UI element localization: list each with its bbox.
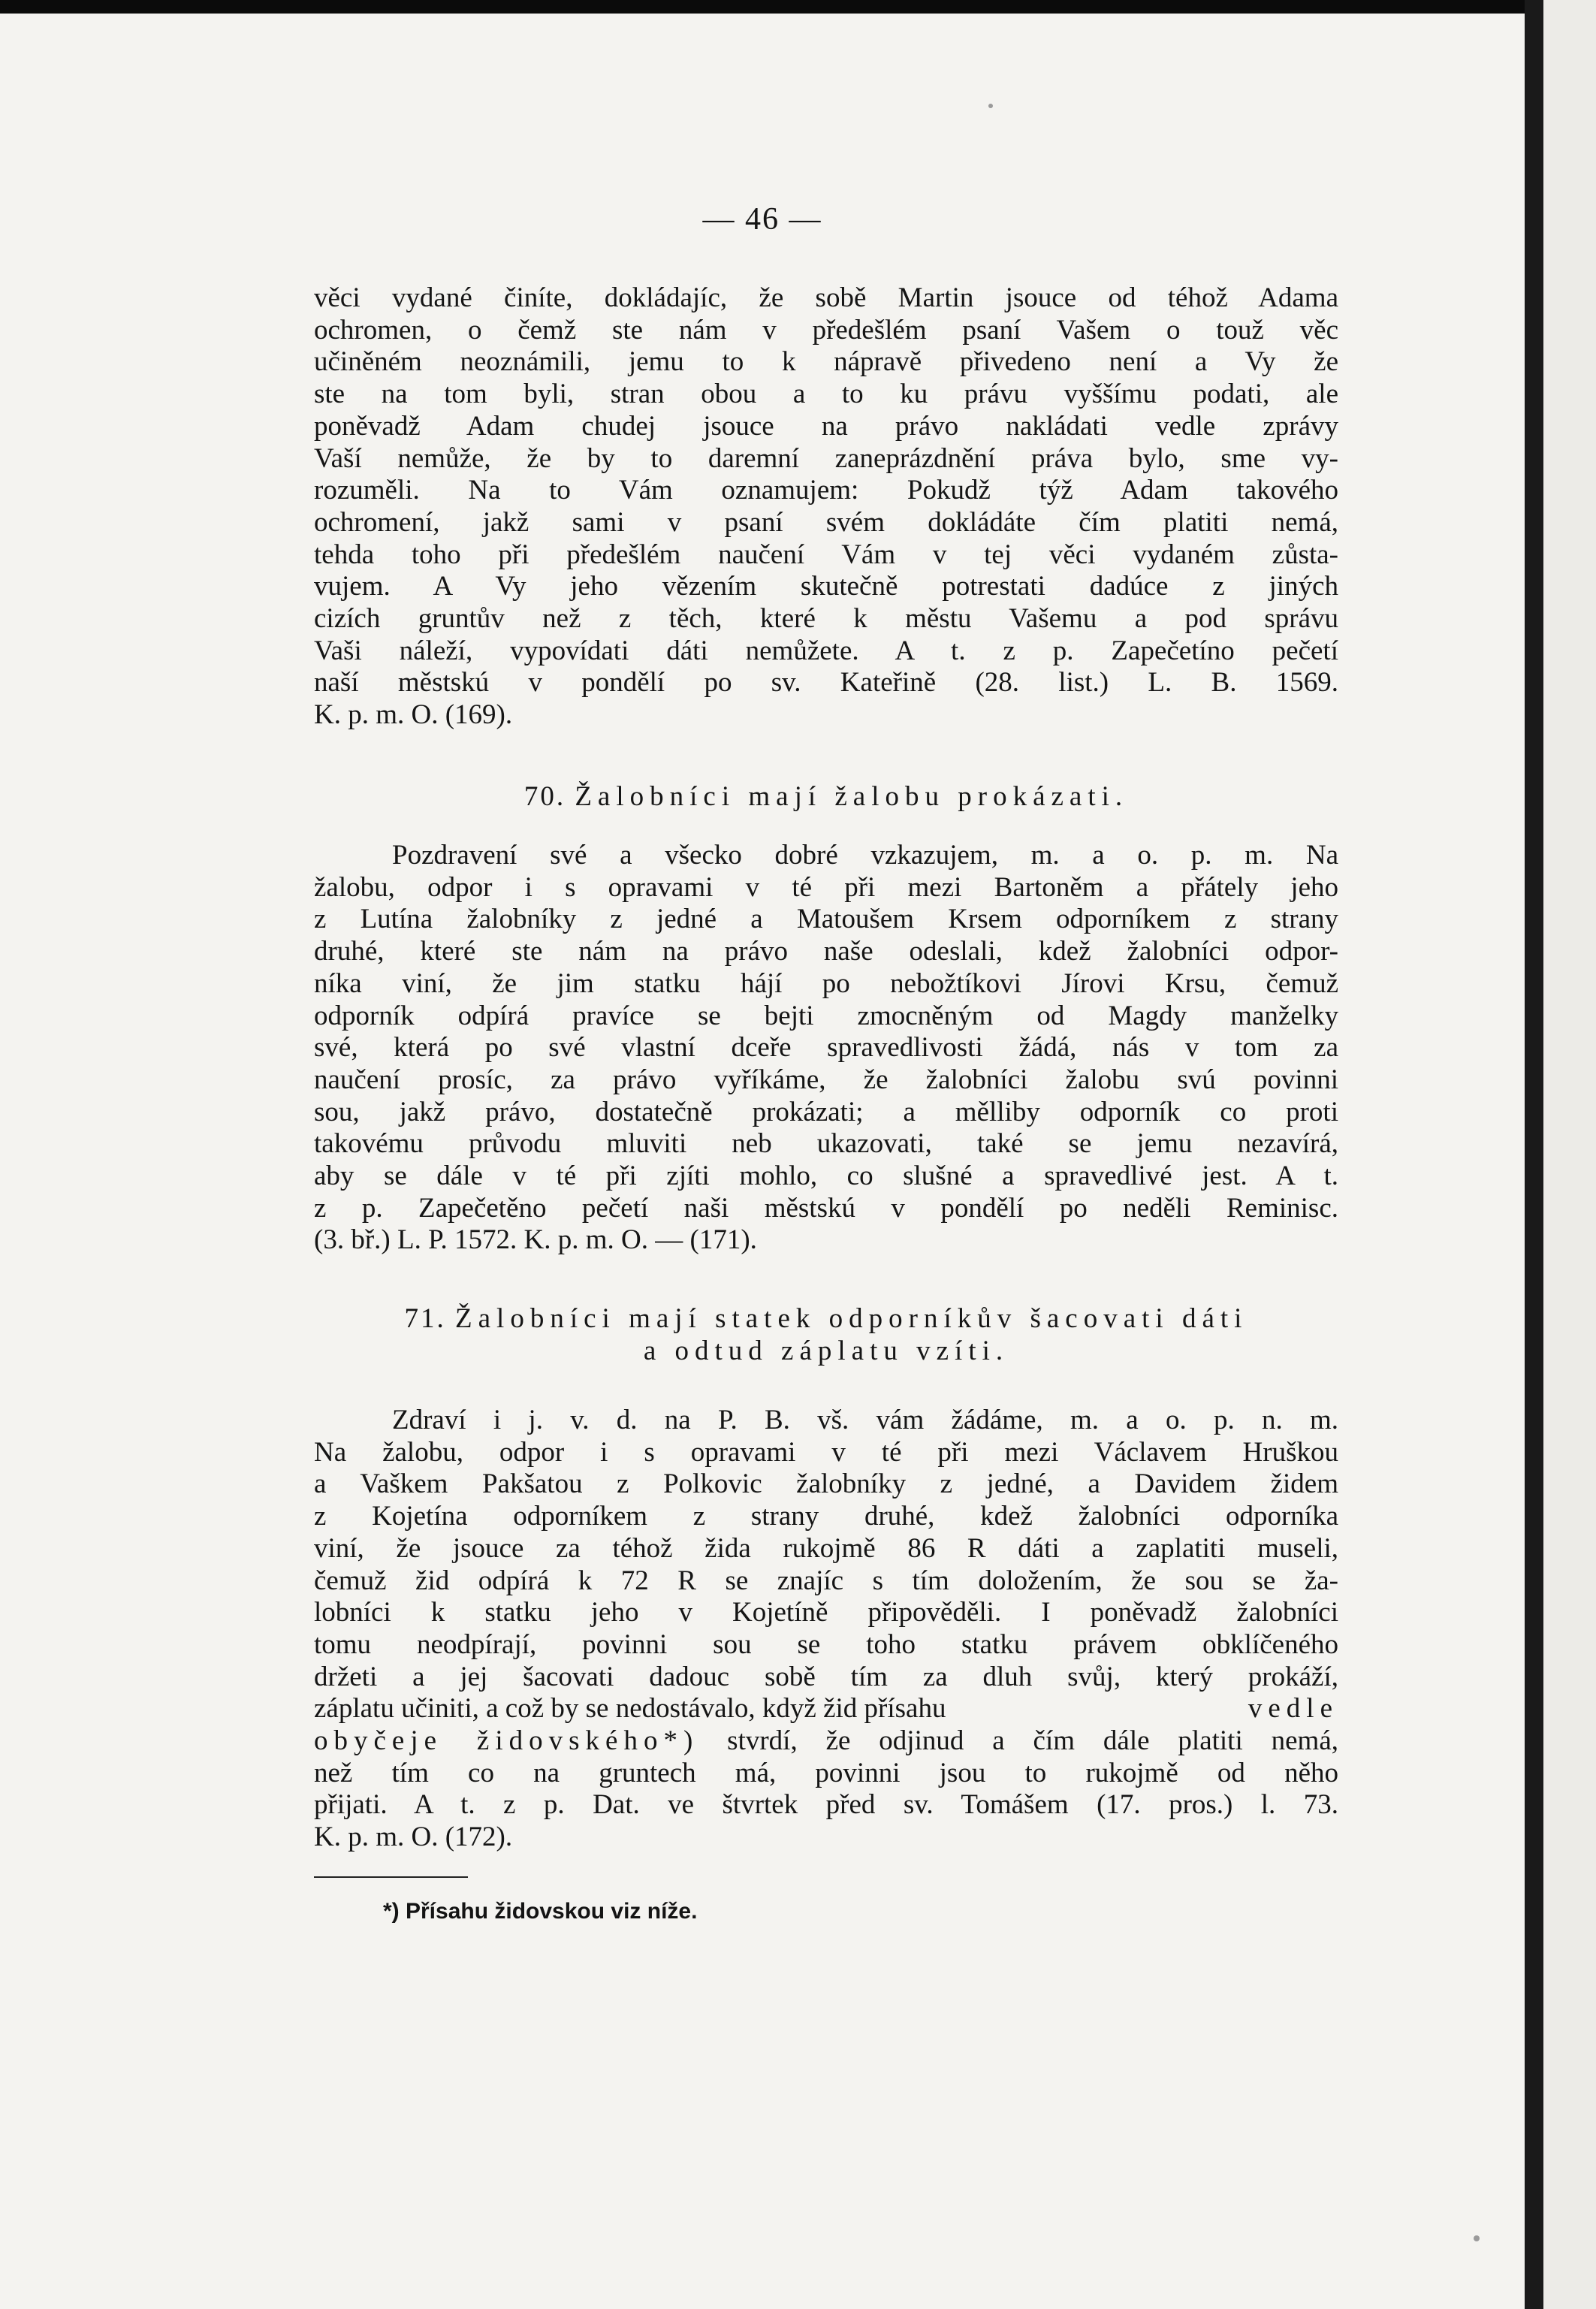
text-line: čemuž žid odpírá k 72 R se znajíc s tím doložením, že sou se ža- — [314, 1565, 1338, 1596]
text-line: druhé, které ste nám na právo naše odeslali, kdež žalobníci odpor- — [314, 936, 1338, 967]
footnote: *) Přísahu židovskou viz níže. — [383, 1899, 698, 1924]
text-fragment: stvrdí, že odjinud a čím dále platiti nemá, — [727, 1725, 1338, 1757]
text-line: Zdraví i j. v. d. na P. B. vš. vám žádáme, m. a o. p. n. m. — [392, 1405, 1338, 1435]
text-line: níka viní, že jim statku hájí po nebožtíkovi Jírovi Krsu, čemuž — [314, 967, 1338, 999]
text-line: své, která po své vlastní dceře spravedlivosti žádá, nás v tom za — [314, 1032, 1338, 1064]
text-line: učiněném neoznámili, jemu to k nápravě přivedeno není a Vy že — [314, 346, 1338, 378]
text-line: vujem. A Vy jeho vězením skutečně potrestati dadúce z jiných — [314, 571, 1338, 602]
text-line: ste na tom byli, stran obou a to ku právu vyššímu podati, ale — [314, 379, 1338, 410]
text-line: z Lutína žalobníky z jedné a Matoušem Krsem odporníkem z strany — [314, 904, 1338, 935]
next-page-edge — [1543, 0, 1596, 2309]
text-line — [314, 1693, 1338, 1725]
text-line: z Kojetína odporníkem z strany druhé, kdež žalobníci odporníka — [314, 1501, 1338, 1532]
text-line: tehda toho při předešlém naučení Vám v tej věci vydaném zůsta- — [314, 539, 1338, 570]
paragraph-continuation — [314, 282, 1338, 732]
text-line — [314, 1725, 1338, 1758]
section-71-heading — [314, 1303, 1338, 1367]
page-number: — 46 — — [702, 202, 822, 237]
text-line: Na žalobu, odpor i s opravami v té při mezi Václavem Hruškou — [314, 1436, 1338, 1468]
text-line: věci vydané činíte, dokládajíc, že sobě Martin jsouce od téhož Adama — [314, 282, 1338, 313]
text-line: rozuměli. Na to Vám oznamujem: Pokudž týž Adam takového — [314, 475, 1338, 506]
text-line: držeti a jej šacovati dadouc sobě tím za dluh svůj, který prokáží, — [314, 1661, 1338, 1692]
text-line: aby se dále v té při zjíti mohlo, co slušné a spravedlivé jest. A t. — [314, 1161, 1338, 1192]
section-71-body — [314, 1405, 1338, 1854]
text-line: tomu neodpírají, povinni sou se toho statku právem obklíčeného — [314, 1628, 1338, 1660]
section-title: Žalobníci mají žalobu prokázati. — [575, 781, 1129, 812]
spaced-emphasis: obyčeje židovského*) — [314, 1725, 699, 1757]
text-line: (3. bř.) L. P. 1572. K. p. m. O. — (171). — [314, 1224, 757, 1256]
text-line: cizích gruntův než z těch, které k městu Vašemu a pod správu — [314, 603, 1338, 635]
text-line: odporník odpírá pravíce se bejti zmocněným od Magdy manželky — [314, 1000, 1338, 1031]
text-line: než tím co na gruntech má, povinni jsou to rukojmě od něho — [314, 1757, 1338, 1788]
text-line: a Vaškem Pakšatou z Polkovic žalobníky z jedné, a Davidem židem — [314, 1468, 1338, 1500]
text-line: sou, jakž právo, dostatečně prokázati; a měllibу odporník co proti — [314, 1096, 1338, 1127]
text-line: žalobu, odpor i s opravami v té při mezi Bartoněm a přátely jeho — [314, 871, 1338, 903]
section-number: 70. — [523, 781, 566, 812]
text-line: naší městskú v pondělí po sv. Kateřině (28. list.) L. B. 1569. — [314, 667, 1338, 699]
text-line: přijati. A t. z p. Dat. ve štvrtek před sv. Tomášem (17. pros.) l. 73. — [314, 1789, 1338, 1821]
text-line: ochromen, o čemž ste nám v předešlém psaní Vašem o touž věc — [314, 314, 1338, 346]
text-line: K. p. m. O. (172). — [314, 1822, 513, 1853]
text-line: K. p. m. O. (169). — [314, 699, 513, 731]
footnote-rule — [314, 1876, 468, 1878]
text-line: poněvadž Adam chudej jsouce na právo nakládati vedle zprávy — [314, 410, 1338, 442]
section-70-heading — [314, 781, 1338, 813]
section-title-line-1: Žalobníci mají statek odporníkův šacovati dáti — [455, 1303, 1248, 1334]
section-number: 71. — [404, 1303, 446, 1334]
text-line: ochromení, jakž sami v psaní svém dokládáte čím platiti nemá, — [314, 506, 1338, 538]
text-line: z p. Zapečetěno pečetí naši městskú v pondělí po neděli Reminisc. — [314, 1192, 1338, 1224]
text-line: viní, že jsouce za téhož žida rukojmě 86 R dáti a zaplatiti museli, — [314, 1532, 1338, 1564]
text-line: takovému průvodu mluviti neb ukazovati, také se jemu nezavírá, — [314, 1128, 1338, 1160]
section-title-line-2: a odtud záplatu vzíti. — [643, 1335, 1009, 1366]
scan-speck — [1474, 2235, 1480, 2241]
section-70-body — [314, 840, 1338, 1257]
text-line: Vaší nemůže, že by to daremní zaneprázdnění práva bylo, sme vy- — [314, 442, 1338, 474]
text-line: naučení prosíc, za právo vyříkáme, že žalobníci žalobu svú povinni — [314, 1064, 1338, 1095]
text-fragment: záplatu učiniti, a což by se nedostávalo, když žid přísahu — [314, 1693, 946, 1725]
text-line: lobníci k statku jeho v Kojetíně připověděli. I poněvadž žalobníci — [314, 1597, 1338, 1628]
scan-speck — [988, 104, 993, 108]
text-line: Vaši náleží, vypovídati dáti nemůžete. A t. z p. Zapečetíno pečetí — [314, 635, 1338, 666]
text-line: Pozdravení své a všecko dobré vzkazujem, m. a o. p. m. Na — [392, 840, 1338, 871]
spaced-emphasis: vedle — [1248, 1693, 1338, 1725]
page-gutter-shadow — [1525, 0, 1543, 2309]
